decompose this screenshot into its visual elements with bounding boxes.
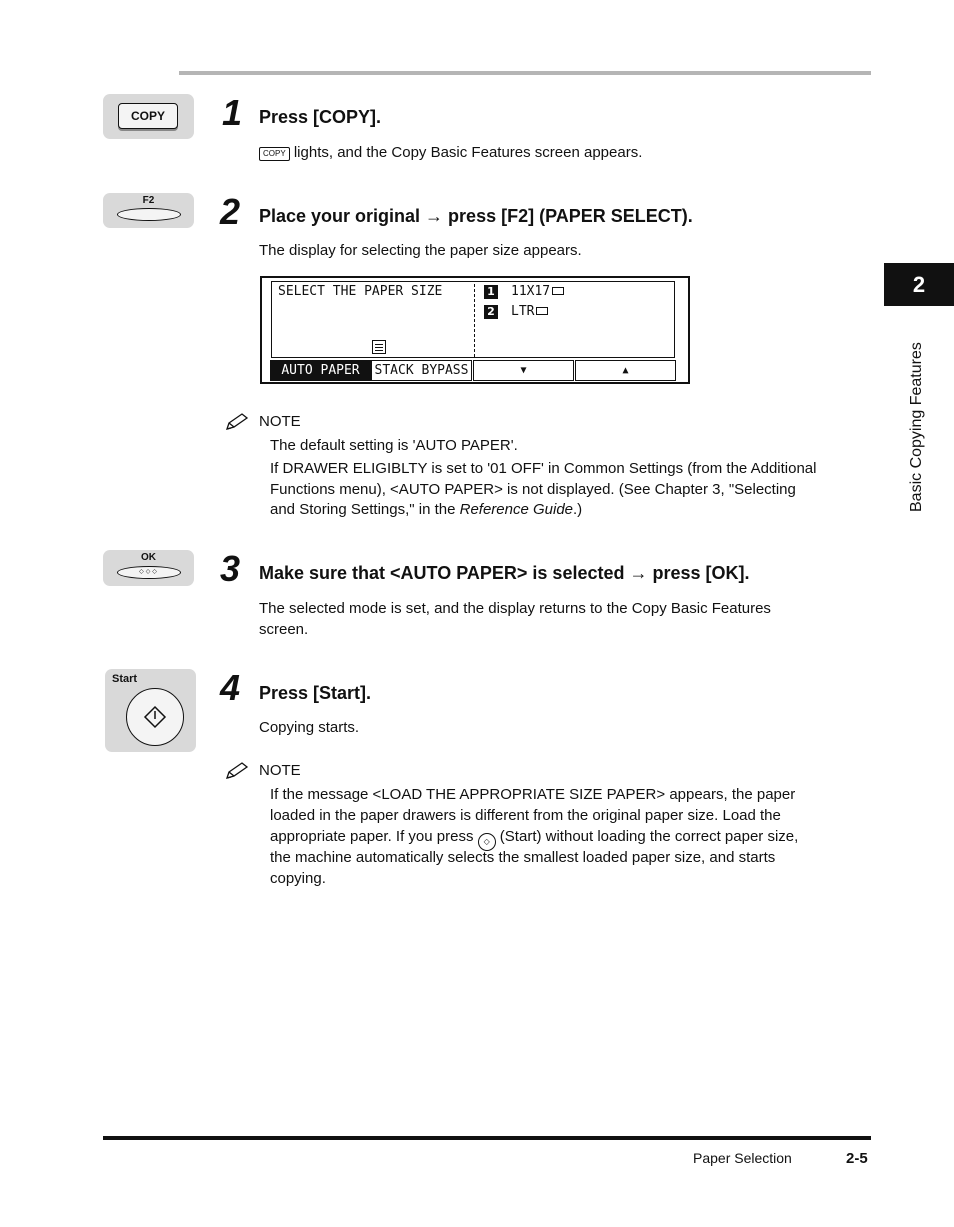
step-number: 2 [220, 191, 241, 232]
step-body: The display for selecting the paper size appears. [259, 242, 582, 259]
copy-key-illustration [103, 94, 194, 139]
step-body: COPY lights, and the Copy Basic Features screen appears. [259, 142, 642, 163]
paper-orientation-icon [552, 287, 564, 295]
note-text: Functions menu), <AUTO PAPER> is not displayed. (See Chapter 3, "Selecting [270, 481, 796, 498]
note-label: NOTE [259, 762, 301, 779]
chapter-title: Basic Copying Features [908, 342, 925, 512]
f2-key [117, 208, 181, 221]
drawer-icon [372, 340, 386, 354]
step-number: 1 [222, 92, 243, 133]
scroll-down-button[interactable]: ▼ [473, 360, 574, 381]
lcd-option-label: 11X17 [511, 284, 564, 299]
chapter-tab: 2 [884, 263, 954, 306]
note-text: and Storing Settings," in the Reference Guide.) [270, 501, 583, 518]
note-text: loaded in the paper drawers is different from the original paper size. Load the [270, 807, 781, 824]
lcd-title: SELECT THE PAPER SIZE [278, 284, 443, 299]
step-title: Place your original → press [F2] (PAPER SELECT). [259, 206, 693, 226]
paper-orientation-icon [536, 307, 548, 315]
f2-key-illustration: F2 [103, 193, 194, 228]
step-body: The selected mode is set, and the display returns to the Copy Basic Features [259, 600, 771, 617]
step-body: screen. [259, 621, 309, 638]
page-number: 2-5 [846, 1150, 868, 1167]
note-text: copying. [270, 870, 326, 887]
step-number: 4 [220, 667, 241, 708]
note-text: If DRAWER ELIGIBLTY is set to '01 OFF' in Common Settings (from the Additional [270, 460, 817, 477]
auto-paper-button[interactable]: AUTO PAPER [270, 360, 371, 381]
note-text: If the message <LOAD THE APPROPRIATE SIZE PAPER> appears, the paper [270, 786, 796, 803]
start-diamond-icon [127, 689, 183, 745]
copy-key-inline: COPY [259, 147, 290, 161]
pencil-note-icon [224, 412, 250, 432]
step-title: Press [COPY]. [259, 107, 382, 127]
ok-key-illustration: OK ◇◇◇ [103, 550, 194, 586]
step-title: Press [Start]. [259, 683, 372, 703]
copy-key: COPY [118, 103, 178, 129]
step-body: Copying starts. [259, 719, 360, 736]
pencil-note-icon [224, 761, 250, 781]
lcd-option-number: 2 [484, 305, 498, 319]
footer-section: Paper Selection [693, 1150, 792, 1166]
ok-key: ◇◇◇ [117, 566, 181, 579]
lcd-divider [474, 284, 475, 357]
start-key [126, 688, 184, 746]
start-key-illustration: Start [105, 669, 196, 752]
step-title: Make sure that <AUTO PAPER> is selected → press [OK]. [259, 563, 750, 583]
step-number: 3 [220, 548, 241, 589]
bottom-rule [103, 1136, 871, 1140]
note-text: The default setting is 'AUTO PAPER'. [270, 437, 518, 454]
top-rule [179, 71, 871, 75]
lcd-option-number: 1 [484, 285, 498, 299]
note-text: appropriate paper. If you press ◇ (Start) without loading the correct paper size, [270, 826, 798, 851]
stack-bypass-button[interactable]: STACK BYPASS [371, 360, 472, 381]
note-text: the machine automatically selects the smallest loaded paper size, and starts [270, 849, 776, 866]
scroll-up-button[interactable]: ▲ [575, 360, 676, 381]
lcd-option-label: LTR [511, 304, 548, 319]
start-inline-icon: ◇ [478, 833, 496, 851]
note-label: NOTE [259, 413, 301, 430]
